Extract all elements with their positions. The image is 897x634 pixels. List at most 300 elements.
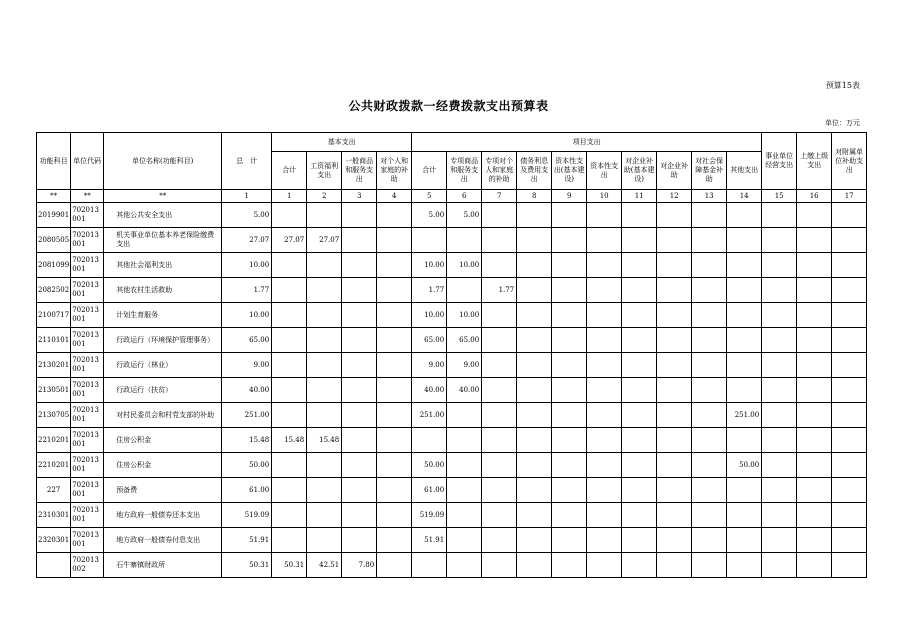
amount-cell	[657, 328, 692, 353]
amount-cell	[517, 328, 552, 353]
amount-cell	[657, 228, 692, 253]
amount-cell: 50.31	[272, 553, 307, 578]
unit-code-cell: 702013001	[71, 253, 104, 278]
amount-cell	[587, 403, 622, 428]
amount-cell	[762, 478, 797, 503]
amount-cell	[832, 378, 867, 403]
amount-cell	[762, 328, 797, 353]
header-project-col: 其他支出	[727, 152, 762, 190]
amount-cell	[622, 428, 657, 453]
index-cell: 2	[307, 190, 342, 203]
amount-cell	[727, 253, 762, 278]
amount-cell	[552, 328, 587, 353]
unit-name-cell: 计划生育服务	[104, 303, 222, 328]
amount-cell: 40.00	[447, 378, 482, 403]
amount-cell: 27.07	[222, 228, 272, 253]
header-project-col: 合计	[412, 152, 447, 190]
amount-cell	[797, 203, 832, 228]
amount-cell	[272, 353, 307, 378]
amount-cell	[517, 278, 552, 303]
amount-cell	[797, 478, 832, 503]
header-project-col: 对企业补助	[657, 152, 692, 190]
header-project-col: 对企业补助(基本建设)	[622, 152, 657, 190]
amount-cell	[657, 378, 692, 403]
amount-cell: 251.00	[412, 403, 447, 428]
amount-cell	[482, 528, 517, 553]
amount-cell	[587, 328, 622, 353]
amount-cell	[762, 278, 797, 303]
index-cell: 16	[797, 190, 832, 203]
amount-cell	[832, 453, 867, 478]
amount-cell	[832, 228, 867, 253]
amount-cell	[552, 428, 587, 453]
amount-cell	[377, 353, 412, 378]
header-unit-code: 单位代码	[71, 133, 104, 190]
page-title: 公共财政拨款一经费拨款支出预算表	[348, 99, 549, 113]
amount-cell	[307, 203, 342, 228]
table-row	[37, 278, 867, 303]
amount-cell	[797, 378, 832, 403]
amount-cell	[622, 378, 657, 403]
amount-cell	[692, 503, 727, 528]
amount-cell	[657, 503, 692, 528]
amount-cell	[622, 478, 657, 503]
amount-cell	[447, 553, 482, 578]
table-row	[37, 353, 867, 378]
amount-cell	[342, 203, 377, 228]
func-code-cell: 2210201	[37, 428, 71, 453]
unit-name-cell: 对村民委员会和村党支部的补助	[104, 403, 222, 428]
index-cell: 10	[587, 190, 622, 203]
amount-cell	[517, 503, 552, 528]
amount-cell	[622, 553, 657, 578]
amount-cell	[517, 353, 552, 378]
amount-cell	[307, 528, 342, 553]
index-cell: 9	[552, 190, 587, 203]
amount-cell	[272, 203, 307, 228]
amount-cell	[552, 503, 587, 528]
amount-cell: 10.00	[447, 253, 482, 278]
amount-cell	[657, 553, 692, 578]
amount-cell	[552, 228, 587, 253]
header-basic-col: 工资福利支出	[307, 152, 342, 190]
amount-cell	[657, 253, 692, 278]
amount-cell	[552, 278, 587, 303]
amount-cell	[307, 328, 342, 353]
amount-cell	[797, 228, 832, 253]
amount-cell	[272, 453, 307, 478]
amount-cell	[797, 528, 832, 553]
amount-cell	[832, 253, 867, 278]
amount-cell	[657, 353, 692, 378]
amount-cell	[692, 203, 727, 228]
header-project-group: 项目支出	[412, 133, 762, 152]
amount-cell	[272, 378, 307, 403]
func-code-cell: 2081099	[37, 253, 71, 278]
amount-cell	[762, 428, 797, 453]
unit-name-cell: 预备费	[104, 478, 222, 503]
amount-cell	[762, 203, 797, 228]
amount-cell	[727, 303, 762, 328]
header-project-col: 专项商品和服务支出	[447, 152, 482, 190]
amount-cell	[342, 303, 377, 328]
amount-cell	[377, 278, 412, 303]
amount-cell	[517, 228, 552, 253]
amount-cell	[552, 378, 587, 403]
amount-cell	[587, 553, 622, 578]
amount-cell	[832, 428, 867, 453]
amount-cell	[272, 528, 307, 553]
amount-cell	[832, 278, 867, 303]
index-cell: 1	[222, 190, 272, 203]
header-project-col: 债务利息及费用支出	[517, 152, 552, 190]
amount-cell	[622, 453, 657, 478]
amount-cell: 1.77	[222, 278, 272, 303]
amount-cell	[657, 403, 692, 428]
amount-cell: 51.91	[222, 528, 272, 553]
amount-cell	[552, 253, 587, 278]
amount-cell	[552, 453, 587, 478]
amount-cell	[447, 503, 482, 528]
amount-cell	[692, 303, 727, 328]
amount-cell	[342, 478, 377, 503]
amount-cell	[482, 253, 517, 278]
amount-cell: 10.00	[447, 303, 482, 328]
amount-cell	[482, 428, 517, 453]
amount-cell	[272, 503, 307, 528]
unit-name-cell: 住房公积金	[104, 453, 222, 478]
amount-cell	[517, 303, 552, 328]
amount-cell	[377, 203, 412, 228]
amount-cell	[272, 403, 307, 428]
amount-cell	[727, 503, 762, 528]
amount-cell	[377, 303, 412, 328]
amount-cell	[622, 503, 657, 528]
amount-cell	[447, 428, 482, 453]
amount-cell: 65.00	[447, 328, 482, 353]
func-code-cell: 2019901	[37, 203, 71, 228]
amount-cell	[412, 428, 447, 453]
func-code-cell: 2130201	[37, 353, 71, 378]
header-tail: 事业单位经营支出	[762, 133, 797, 190]
header-basic-col: 一般商品和服务支出	[342, 152, 377, 190]
amount-cell	[587, 278, 622, 303]
amount-cell	[377, 328, 412, 353]
budget-table	[36, 132, 867, 578]
amount-cell	[482, 203, 517, 228]
amount-cell	[482, 228, 517, 253]
unit-name-cell: 住房公积金	[104, 428, 222, 453]
amount-cell	[622, 528, 657, 553]
amount-cell	[342, 353, 377, 378]
amount-cell	[482, 328, 517, 353]
amount-cell	[727, 528, 762, 553]
amount-cell	[657, 303, 692, 328]
amount-cell	[447, 528, 482, 553]
amount-cell	[307, 378, 342, 403]
amount-cell	[587, 503, 622, 528]
amount-cell	[377, 428, 412, 453]
amount-cell	[552, 478, 587, 503]
amount-cell	[482, 303, 517, 328]
amount-cell: 9.00	[222, 353, 272, 378]
func-code-cell: 2130705	[37, 403, 71, 428]
amount-cell	[587, 353, 622, 378]
amount-cell	[517, 253, 552, 278]
amount-cell	[377, 253, 412, 278]
index-cell: 15	[762, 190, 797, 203]
amount-cell: 10.00	[222, 253, 272, 278]
amount-cell: 519.09	[412, 503, 447, 528]
func-code-cell	[37, 553, 71, 578]
table-row	[37, 303, 867, 328]
amount-cell	[692, 353, 727, 378]
amount-cell	[377, 553, 412, 578]
amount-cell	[762, 553, 797, 578]
unit-code-cell: 702013001	[71, 328, 104, 353]
amount-cell	[692, 478, 727, 503]
amount-cell	[552, 303, 587, 328]
amount-cell	[727, 278, 762, 303]
index-cell: 8	[517, 190, 552, 203]
header-func-code: 功能科目	[37, 133, 71, 190]
amount-cell	[307, 503, 342, 528]
header-tail: 对附属单位补助支出	[832, 133, 867, 190]
amount-cell	[272, 328, 307, 353]
amount-cell	[797, 328, 832, 353]
amount-cell: 50.00	[412, 453, 447, 478]
unit-code-cell: 702013001	[71, 378, 104, 403]
amount-cell	[587, 478, 622, 503]
amount-cell	[342, 453, 377, 478]
unit-label: 单位：万元	[825, 119, 860, 127]
amount-cell	[762, 253, 797, 278]
amount-cell	[377, 403, 412, 428]
table-row	[37, 403, 867, 428]
amount-cell	[272, 278, 307, 303]
amount-cell	[517, 403, 552, 428]
amount-cell	[552, 203, 587, 228]
amount-cell: 27.07	[307, 228, 342, 253]
unit-code-cell: 702013001	[71, 503, 104, 528]
amount-cell	[692, 453, 727, 478]
header-total: 总 计	[222, 133, 272, 190]
amount-cell	[797, 453, 832, 478]
amount-cell	[517, 378, 552, 403]
table-row	[37, 528, 867, 553]
amount-cell: 9.00	[447, 353, 482, 378]
amount-cell	[377, 528, 412, 553]
amount-cell	[377, 378, 412, 403]
index-cell: 1	[272, 190, 307, 203]
amount-cell: 9.00	[412, 353, 447, 378]
amount-cell	[307, 478, 342, 503]
amount-cell	[797, 503, 832, 528]
amount-cell	[797, 303, 832, 328]
amount-cell	[622, 203, 657, 228]
unit-name-cell: 机关事业单位基本养老保险缴费支出	[104, 228, 222, 253]
amount-cell	[692, 378, 727, 403]
amount-cell: 15.48	[222, 428, 272, 453]
unit-name-cell: 其他社会福利支出	[104, 253, 222, 278]
amount-cell	[622, 303, 657, 328]
amount-cell	[692, 228, 727, 253]
unit-code-cell: 702013001	[71, 478, 104, 503]
unit-code-cell: 702013001	[71, 528, 104, 553]
amount-cell	[342, 328, 377, 353]
amount-cell: 15.48	[272, 428, 307, 453]
unit-code-cell: 702013001	[71, 278, 104, 303]
amount-cell: 50.00	[727, 453, 762, 478]
amount-cell	[517, 428, 552, 453]
func-code-cell: 2100717	[37, 303, 71, 328]
amount-cell	[482, 453, 517, 478]
amount-cell	[832, 503, 867, 528]
amount-cell	[622, 228, 657, 253]
table-row	[37, 378, 867, 403]
table-row	[37, 453, 867, 478]
header-basic-col: 对个人和家庭的补助	[377, 152, 412, 190]
amount-cell: 10.00	[222, 303, 272, 328]
index-cell: 3	[342, 190, 377, 203]
amount-cell	[342, 228, 377, 253]
amount-cell: 5.00	[222, 203, 272, 228]
amount-cell	[342, 278, 377, 303]
unit-code-cell: 702013001	[71, 428, 104, 453]
index-cell: 4	[377, 190, 412, 203]
amount-cell	[832, 528, 867, 553]
amount-cell	[482, 403, 517, 428]
amount-cell	[657, 428, 692, 453]
amount-cell	[587, 378, 622, 403]
amount-cell	[272, 253, 307, 278]
amount-cell	[692, 428, 727, 453]
index-cell: 7	[482, 190, 517, 203]
amount-cell	[587, 203, 622, 228]
header-project-col: 资本性支出	[587, 152, 622, 190]
table-row	[37, 428, 867, 453]
amount-cell	[342, 403, 377, 428]
amount-cell	[692, 403, 727, 428]
amount-cell	[447, 278, 482, 303]
index-cell: 14	[727, 190, 762, 203]
amount-cell: 519.09	[222, 503, 272, 528]
amount-cell	[482, 503, 517, 528]
amount-cell	[342, 253, 377, 278]
func-code-cell: 2110101	[37, 328, 71, 353]
unit-code-cell: 702013001	[71, 453, 104, 478]
amount-cell	[832, 553, 867, 578]
amount-cell	[377, 478, 412, 503]
table-row	[37, 503, 867, 528]
amount-cell	[727, 203, 762, 228]
func-code-cell: 2080505	[37, 228, 71, 253]
amount-cell	[307, 278, 342, 303]
amount-cell	[622, 278, 657, 303]
amount-cell	[552, 403, 587, 428]
amount-cell	[307, 353, 342, 378]
amount-cell	[727, 378, 762, 403]
amount-cell	[517, 553, 552, 578]
index-cell: 11	[622, 190, 657, 203]
amount-cell	[517, 453, 552, 478]
index-row	[37, 190, 867, 203]
table-tag: 预算15表	[825, 81, 860, 90]
amount-cell	[762, 503, 797, 528]
amount-cell	[482, 378, 517, 403]
amount-cell	[832, 303, 867, 328]
amount-cell	[762, 453, 797, 478]
amount-cell: 10.00	[412, 303, 447, 328]
amount-cell	[762, 403, 797, 428]
amount-cell	[657, 453, 692, 478]
unit-name-cell: 其他公共安全支出	[104, 203, 222, 228]
index-cell: 6	[447, 190, 482, 203]
unit-name-cell: 地方政府一般债券付息支出	[104, 528, 222, 553]
header-project-col: 专项对个人和家庭的补助	[482, 152, 517, 190]
amount-cell	[762, 303, 797, 328]
table-row	[37, 478, 867, 503]
amount-cell: 251.00	[222, 403, 272, 428]
amount-cell	[447, 228, 482, 253]
amount-cell	[727, 328, 762, 353]
amount-cell	[797, 353, 832, 378]
header-project-col: 对社会保障基金补助	[692, 152, 727, 190]
amount-cell	[552, 528, 587, 553]
amount-cell	[797, 553, 832, 578]
index-cell: 17	[832, 190, 867, 203]
amount-cell	[552, 553, 587, 578]
index-cell: **	[71, 190, 104, 203]
amount-cell: 1.77	[412, 278, 447, 303]
amount-cell: 7.80	[342, 553, 377, 578]
amount-cell	[657, 278, 692, 303]
amount-cell: 51.91	[412, 528, 447, 553]
unit-code-cell: 702013002	[71, 553, 104, 578]
unit-name-cell: 石牛寨镇财政所	[104, 553, 222, 578]
amount-cell	[342, 378, 377, 403]
index-cell: **	[104, 190, 222, 203]
func-code-cell: 2310301	[37, 503, 71, 528]
amount-cell	[657, 528, 692, 553]
amount-cell	[412, 553, 447, 578]
unit-code-cell: 702013001	[71, 353, 104, 378]
amount-cell	[622, 403, 657, 428]
amount-cell	[727, 353, 762, 378]
amount-cell	[762, 228, 797, 253]
amount-cell	[272, 303, 307, 328]
amount-cell	[342, 528, 377, 553]
table-row	[37, 553, 867, 578]
amount-cell: 10.00	[412, 253, 447, 278]
amount-cell	[657, 478, 692, 503]
amount-cell: 1.77	[482, 278, 517, 303]
unit-name-cell: 行政运行（环境保护管理事务）	[104, 328, 222, 353]
amount-cell: 61.00	[412, 478, 447, 503]
header-tail: 上缴上级支出	[797, 133, 832, 190]
amount-cell	[762, 353, 797, 378]
amount-cell	[587, 428, 622, 453]
amount-cell	[587, 253, 622, 278]
amount-cell: 40.00	[222, 378, 272, 403]
amount-cell: 50.31	[222, 553, 272, 578]
amount-cell	[272, 478, 307, 503]
amount-cell	[307, 303, 342, 328]
amount-cell	[447, 478, 482, 503]
header-basic-col: 合计	[272, 152, 307, 190]
amount-cell	[797, 278, 832, 303]
index-cell: 12	[657, 190, 692, 203]
